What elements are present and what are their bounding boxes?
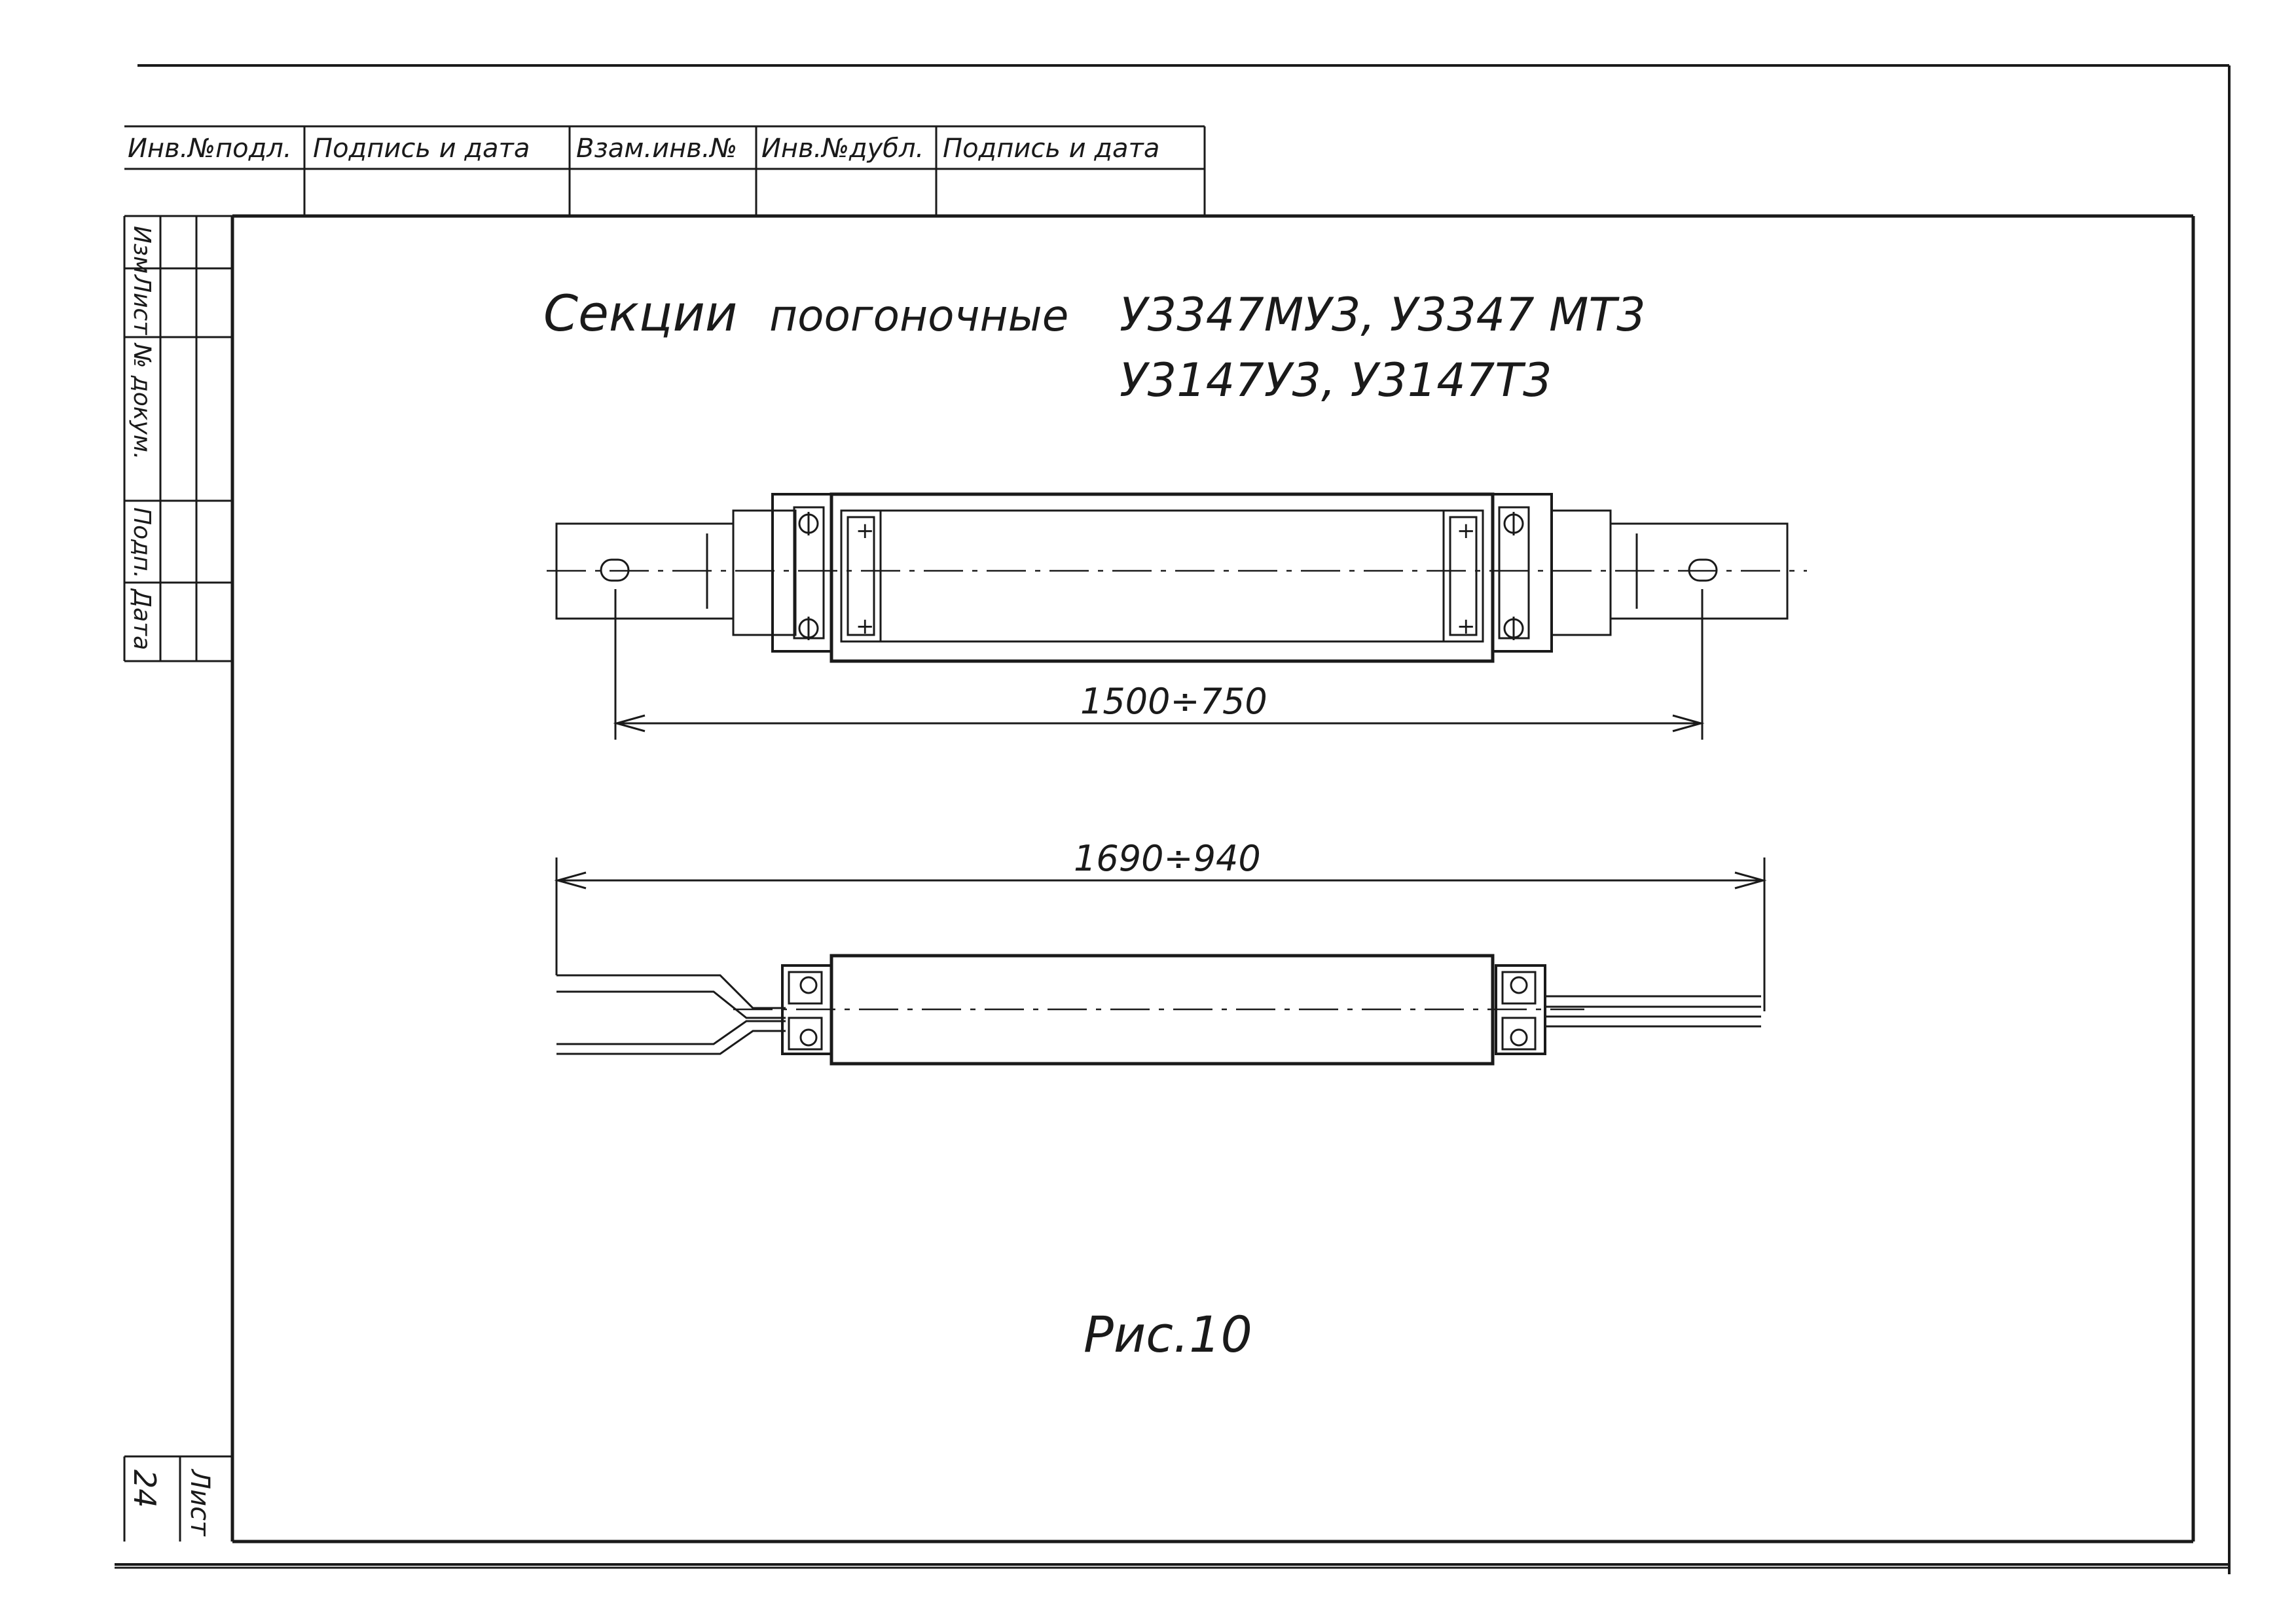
top-stamp-table (124, 126, 1205, 216)
title-word-sections: Секции (543, 284, 738, 342)
dimension-bottom-value: 1690÷940 (1074, 838, 1261, 879)
rev-date-label: Дата (128, 589, 155, 651)
top-view-section (547, 494, 1807, 661)
sheet-number-value: 24 (127, 1470, 162, 1508)
rev-signature-label: Подп. (128, 507, 155, 579)
figure-caption: Рис.10 (1084, 1305, 1252, 1363)
stamp-inv-duplicate-label: Инв.№дубл. (761, 134, 924, 164)
dimension-top-value: 1500÷750 (1080, 681, 1267, 722)
stamp-signature-date-label: Подпись и дата (313, 134, 530, 164)
stamp-inv-original-label: Инв.№подл. (128, 134, 292, 164)
sheet-number-box (124, 1456, 232, 1542)
rev-change-label: Изм (128, 226, 155, 274)
drawing-title (543, 284, 1646, 407)
stamp-signature-date-2-label: Подпись и дата (943, 134, 1160, 164)
title-models-line2: У3147У3, У3147Т3 (1120, 353, 1552, 407)
svg-text:+: + (856, 518, 875, 544)
rev-doc-number-label: № докум. (128, 344, 155, 460)
title-word-type: поогоночные (769, 291, 1069, 341)
dimension-top-view (615, 589, 1702, 740)
svg-text:+: + (1457, 518, 1476, 544)
svg-text:+: + (856, 613, 875, 640)
side-view-section (556, 838, 1764, 1064)
sheet-label: Лист (185, 1470, 215, 1536)
rev-sheet-label: Лист (128, 275, 155, 335)
svg-text:+: + (1457, 613, 1476, 640)
stamp-replacement-inv-label: Взам.инв.№ (576, 134, 738, 164)
left-revision-table (124, 216, 232, 661)
title-models-line1: У3347МУ3, У3347 МТ3 (1120, 288, 1646, 342)
